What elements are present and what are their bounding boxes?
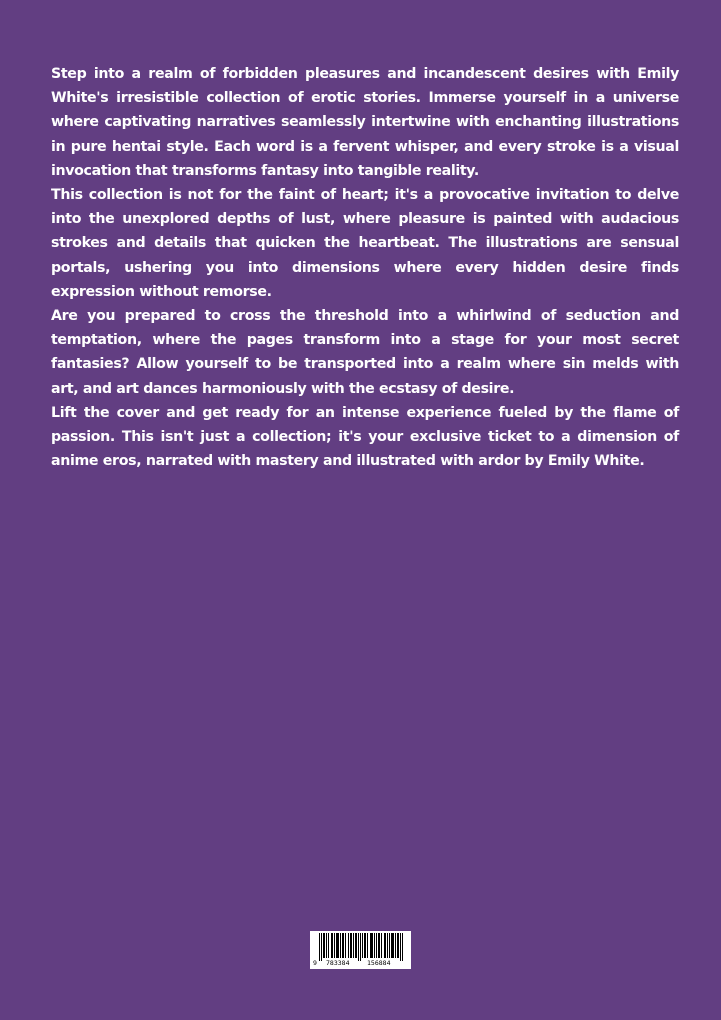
barcode-graphic bbox=[310, 931, 411, 969]
barcode-right-digits: 156884 bbox=[367, 959, 391, 967]
back-cover-blurb bbox=[51, 62, 679, 473]
blurb-paragraph-1: Step into a realm of forbidden pleasures and incandescent desires with Emily White's irresistible collection of erotic stories. Immerse yourself in a universe where captivating narratives seamlessly intertwine with enchanting illustrations in pure hentai style. Each word is a fervent whisper, and every stroke is a visual invocation that transforms fantasy into tangible reality. bbox=[51, 66, 679, 179]
blurb-paragraph-3: Are you prepared to cross the threshold into a whirlwind of seduction and temptation, where the pages transform into a stage for your most secret fantasies? Allow yourself to be transported into a realm where sin melds with art, and art dances harmoniously with the ecstasy of desire. bbox=[51, 308, 679, 397]
blurb-paragraph-2: This collection is not for the faint of heart; it's a provocative invitation to delve into the unexplored depths of lust, where pleasure is painted with audacious strokes and details that quicken the heartbeat. The illustrations are sensual portals, ushering you into dimensions where every hidden desire finds expression without remorse. bbox=[51, 187, 679, 300]
barcode-prefix-digit: 9 bbox=[313, 959, 317, 967]
isbn-barcode bbox=[310, 931, 411, 969]
barcode-bars bbox=[319, 933, 403, 961]
barcode-left-digits: 783384 bbox=[326, 959, 350, 967]
blurb-paragraph-4: Lift the cover and get ready for an intense experience fueled by the flame of passion. This isn't just a collection; it's your exclusive ticket to a dimension of anime eros, narrated with mastery and illustrated with ardor by Emily White. bbox=[51, 404, 679, 470]
